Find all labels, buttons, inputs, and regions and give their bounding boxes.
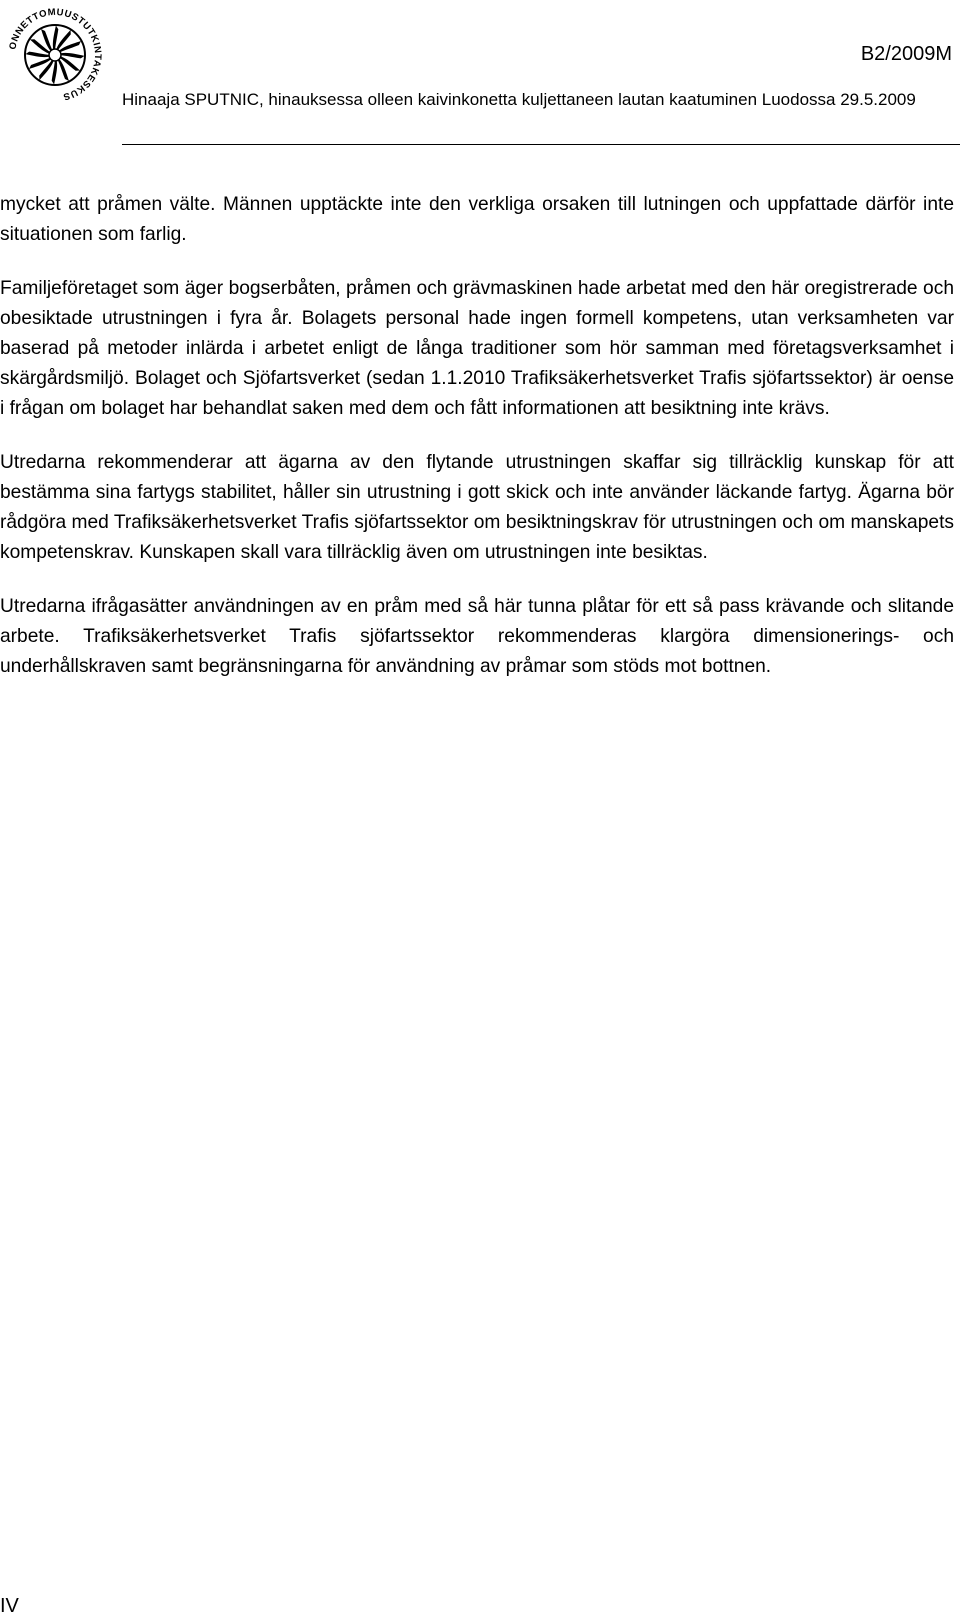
paragraph: Utredarna ifrågasätter användningen av en pråm med så här tunna plåtar för ett så pass krävande och slitande arbete. Trafiksäkerhetsverket Trafis sjöfartssektor rekommenderas klargöra dimensionerings- och underhållskraven samt begränsningarna för användning av pråmar som stöds mot bottnen. (0, 596, 954, 677)
paragraph: Utredarna rekommenderar att ägarna av den flytande utrustningen skaffar sig tillräcklig kunskap för att bestämma sina fartygs stabilitet, håller sin utrustning i gott skick och inte använder läckande fartyg. Ägarna bör rådgöra med Trafiksäkerhetsverket Trafis sjöfartssektor om besiktningskrav för utrustningen och om manskapets kompetenskrav. Kunskapen skall vara tillräcklig även om utrustningen inte besiktas. (0, 452, 954, 563)
body-text (0, 190, 954, 706)
page-number: IV (0, 1595, 19, 1617)
logo-ring-text: ONNETTOMUUSTUTKINTAKESKUS (7, 6, 104, 103)
report-id: B2/2009M (860, 43, 952, 65)
paragraph: Familjeföretaget som äger bogserbåten, pråmen och grävmaskinen hade arbetat med den här oregistrerade och obesiktade utrustningen i fyra år. Bolagets personal hade ingen formell kompetens, utan verksamheten var baserad på metoder inlärda i arbetet enligt de långa traditioner som hör samman med företagsverksamhet i skärgårdsmiljö. Bolaget och Sjöfartsverket (sedan 1.1.2010 Trafiksäkerhetsverket Trafis sjöfartssektor) är oense i frågan om bolaget har behandlat saken med dem och fått informationen att besiktning inte krävs. (0, 278, 954, 419)
paragraph: mycket att pråmen välte. Männen upptäckte inte den verkliga orsaken till lutningen och uppfattade därför inte situationen som farlig. (0, 194, 954, 245)
agency-logo-seal-icon (2, 2, 108, 108)
header-title: Hinaaja SPUTNIC, hinauksessa olleen kaivinkonetta kuljettaneen lautan kaatuminen Luodossa 29.5.2009 (122, 90, 916, 109)
header-divider (122, 144, 960, 145)
agency-logo (2, 2, 108, 108)
